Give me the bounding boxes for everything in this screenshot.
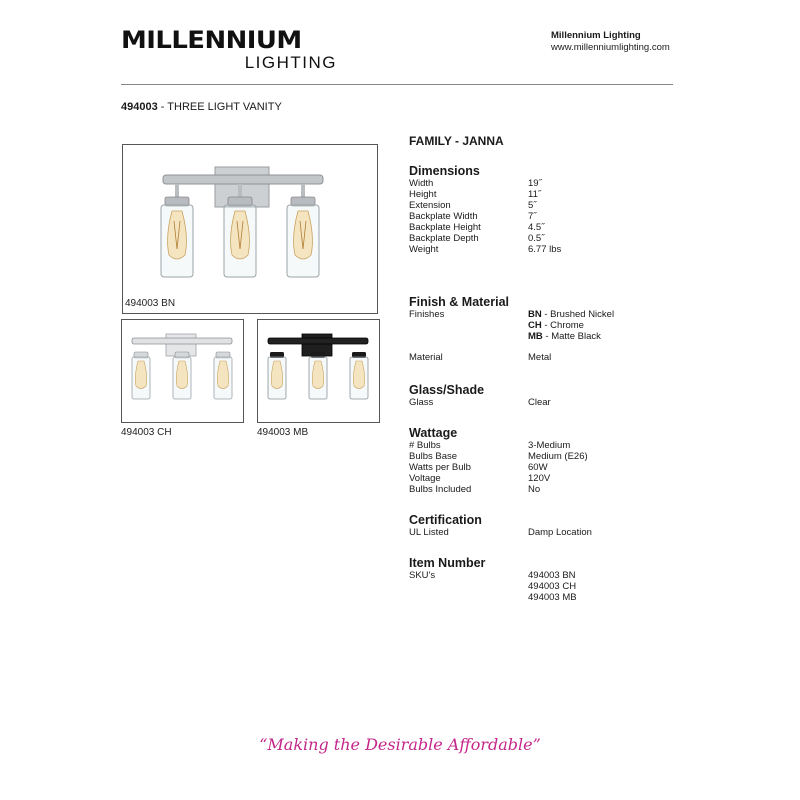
spec-row [409,222,689,233]
sku-item: 494003 CH [528,581,577,592]
logo-wordmark: MILLENNIUM [121,26,302,54]
finish-name: - Chrome [541,320,584,331]
spec-row [409,244,689,255]
spec-label: SKU's [409,570,436,581]
spec-label: Finishes [409,309,445,320]
spec-value: 11˝ [528,189,542,200]
spec-value: 5˝ [528,200,537,211]
spec-value: 19˝ [528,178,542,189]
spec-value: Clear [528,397,551,408]
family-name: FAMILY - JANNA [409,134,504,148]
fixture-illustration-mb [258,320,379,422]
product-image-mb [257,319,380,423]
document-title [121,101,282,113]
finish-code: BN [528,309,542,320]
finish-item [528,309,689,320]
sku-item: 494003 BN [528,570,576,581]
spec-label: Glass [409,397,434,408]
image-caption-bn: 494003 BN [125,298,176,309]
company-url: www.millenniumlighting.com [551,42,670,53]
finish-item [528,331,689,342]
spec-label: Extension [409,200,451,211]
spec-row [409,473,689,484]
spec-row [409,189,689,200]
product-image-bn [122,144,378,314]
finish-code: MB [528,331,543,342]
spec-label: Width [409,178,434,189]
spec-value: 3-Medium [528,440,571,451]
spec-row [409,440,689,451]
spec-value: 60W [528,462,548,473]
spec-value: Damp Location [528,527,592,538]
title-name: THREE LIGHT VANITY [167,101,282,113]
spec-value: Metal [528,352,552,363]
spec-value: No [528,484,541,495]
spec-value: Medium (E26) [528,451,588,462]
spec-value: 0.5˝ [528,233,545,244]
spec-row [409,178,689,189]
spec-label: Weight [409,244,439,255]
spec-label: Bulbs Base [409,451,458,462]
image-caption-ch: 494003 CH [121,427,172,438]
spec-row [409,309,689,342]
spec-label: Watts per Bulb [409,462,471,473]
spec-label: # Bulbs [409,440,441,451]
spec-row [409,233,689,244]
logo-subtitle: LIGHTING [244,53,337,72]
spec-label: Material [409,352,443,363]
wattage-heading: Wattage [409,426,458,440]
spec-label: UL Listed [409,527,449,538]
spec-label: Height [409,189,437,200]
spec-label: Bulbs Included [409,484,472,495]
spec-label: Backplate Depth [409,233,479,244]
spec-row [409,397,689,408]
item-number-heading: Item Number [409,556,486,570]
glass-heading: Glass/Shade [409,383,485,397]
dimensions-heading: Dimensions [409,164,480,178]
spec-row [409,570,689,603]
spec-sheet [409,134,689,603]
title-sku: 494003 [121,101,158,113]
spec-value: 120V [528,473,551,484]
product-image-ch [121,319,244,423]
spec-row [409,527,689,538]
spec-row [409,462,689,473]
title-separator: - [157,101,168,113]
finish-list [528,309,689,342]
fixture-illustration-bn [123,145,377,313]
fixture-illustration-ch [122,320,243,422]
brand-logo [121,28,341,74]
spec-row [409,200,689,211]
tagline: “Making the Desirable Affordable” [259,735,541,754]
sku-item: 494003 MB [528,592,577,603]
sku-list [528,570,689,603]
spec-row [409,484,689,495]
header-divider [121,84,673,85]
finish-name: - Brushed Nickel [541,309,615,320]
spec-row [409,451,689,462]
spec-row [409,352,689,363]
spec-value: 7˝ [528,211,537,222]
company-name: Millennium Lighting [551,30,641,41]
image-caption-mb: 494003 MB [257,427,309,438]
spec-row [409,211,689,222]
finish-name: - Matte Black [542,331,601,342]
spec-value: 6.77 lbs [528,244,562,255]
spec-value: 4.5˝ [528,222,545,233]
spec-label: Backplate Width [409,211,478,222]
finish-heading: Finish & Material [409,295,510,309]
spec-label: Voltage [409,473,441,484]
finish-item [528,320,689,331]
certification-heading: Certification [409,513,482,527]
company-info [551,30,670,54]
spec-label: Backplate Height [409,222,481,233]
finish-code: CH [528,320,542,331]
